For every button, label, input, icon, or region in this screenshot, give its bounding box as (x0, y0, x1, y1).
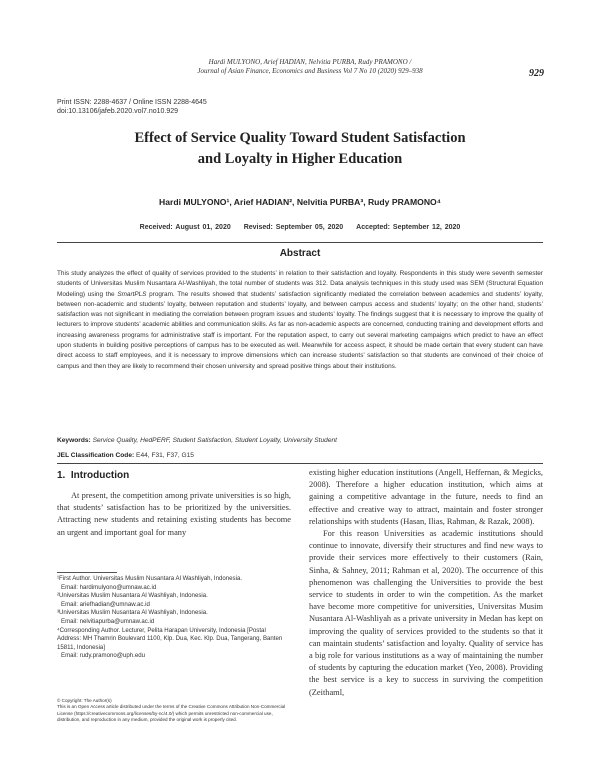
jel-codes: E44, F31, F37, G15 (136, 452, 194, 459)
running-head-authors: Hardi MULYONO, Arief HADIAN, Nelvitia PURBA, Rudy PRAMONO / (208, 58, 412, 66)
section-title: Introduction (70, 470, 130, 481)
abstract-heading: Abstract (279, 248, 321, 259)
footnote-email-2[interactable]: Email: ariefhadian@umnaw.ac.id (61, 600, 150, 608)
affiliation-footnotes (57, 575, 291, 661)
bottom-divider (57, 463, 543, 464)
paper-title-line-1: Effect of Service Quality Toward Student Satisfaction (134, 130, 466, 146)
abstract-text-1: This study analyzes the effect of quality of services provided to the students’ in relation to their satisfaction and loyalty. Respondents in this study were seventh semester students of Universitas Muslim Nusantara Al-Washliyah, the total number of students was 312. Data analysis techniques in this study used was SEM (Structural Equation Modeling) using the (57, 270, 543, 298)
footnote-affiliation-2: ²Universitas Muslim Nusantara Al Washliyah, Indonesia. (57, 592, 208, 600)
right-column (309, 467, 543, 699)
author-list: Hardi MULYONO¹, Arief HADIAN², Nelvitia PURBA³, Rudy PRAMONO⁴ (159, 197, 441, 207)
keywords-label: Keywords: (57, 437, 91, 444)
issn-block (57, 98, 207, 116)
copyright-notice (57, 698, 291, 723)
abstract-software-name: SmartPLS (117, 290, 147, 298)
keywords-text: Service Quality, HedPERF, Student Satisfaction, Student Loyalty, University Student (92, 437, 338, 444)
intro-paragraph-2: For this reason Universities as academic institutions should continue to innovate, diversify their structures and find new ways to provide their services more effectively to their customers (Rain, Sinha, & Sahney, 2011; Rahman et al, 2020). The occurrence of this phenomenon was challenging the Universities to provide the best service to students in order to win the competition. As the market have become more competitive for universities, Universitas Musim Nusantara Al-Washliyah as a private university in Medan has kept on improving the quality of services provided to the students so that it can maintain students’ satisfaction and loyalty. Quality of service has a big role for various institutions as a way of maintaining the number of students by capturing the education market (Yeo, 2008). Providing the best service is a key to success in surviving the competition (Zeithaml, (309, 529, 543, 697)
page-number: 929 (529, 68, 544, 79)
issn-line: Print ISSN: 2288-4637 / Online ISSN 2288-4645 (57, 99, 207, 106)
footnote-email-1[interactable]: Email: hardimulyono@umnaw.ac.id (61, 583, 157, 591)
keywords-line (57, 437, 543, 444)
footnote-affiliation-4: ⁴Corresponding Author. Lecturer, Pelita Harapan University, Indonesia [Postal Address: MH Thamrin Boulevard 1100, Klp. Dua, Kec. Klp. Dua, Tangerang, Banten 15811, Indonesia] (57, 626, 283, 651)
running-head-journal: Journal of Asian Finance, Economics and Business Vol 7 No 10 (2020) 929–938 (197, 67, 423, 75)
footnote-email-3[interactable]: Email: nelvitiapurba@umnaw.ac.id (61, 617, 155, 625)
accepted-date: Accepted: September 12, 2020 (356, 224, 461, 231)
intro-paragraph-1: At present, the competition among private universities is so high, that students’ satisfaction has to be prioritized by the universities. Attracting new students and retaining existing students has become an urgent and important goal for many (57, 491, 291, 537)
received-date: Received: August 01, 2020 (139, 224, 231, 231)
abstract-text-2: program. The results showed that students’ satisfaction significantly mediated the correlation between academics and students’ loyalty, between non-academic and students’ loyalty, between reputation and students’ loyalty, and between campus access and students’ loyalty; on the other hand, students’ satisfaction was not significant in mediating the correlation between program issues and students’ loyalty. The findings suggest that it is necessary to improve the quality of lecturers to improve students’ academic abilities and communication skills. As far as non-academic aspects are concerned, conducting training and development efforts and increasing awareness programs for administrative staff is important. For the reputation aspect, to carry out several marketing campaigns which predict to have an effect upon students in building positive perceptions of campus has to be executed as well. Meanwhile for access aspect, it should be made certain that every student can have direct access to staff employees, and it is necessary to improve dimensions which can increase students’ satisfaction so that students are convinced of their choice of campus and then they are likely to recommend their chosen university and spread positive things about their institutions. (57, 290, 543, 370)
license-text: This is an Open Access article distributed under the terms of the Creative Commons Attribution Non-Commercial License (https://creativecommons.org/licenses/by-nc/4.0/) which permits unrestricted non-commercial use, distribution, and reproduction in any medium, provided the original work is properly cited. (57, 704, 286, 722)
intro-paragraph-continued: existing higher education institutions (Angell, Heffernan, & Megicks, 2008). Therefore a higher education institution, which aims at gaining a competitive advantage in the future, needs to find an effective and creative way to attract, maintain and foster stronger relationships with students (Hasan, Ilias, Rahman, & Razak, 2008). (309, 468, 543, 526)
section-heading (57, 470, 129, 481)
left-column (57, 490, 291, 539)
footnote-divider (57, 572, 117, 573)
revised-date: Revised: September 05, 2020 (243, 224, 344, 231)
abstract-body (57, 269, 543, 372)
jel-line (57, 452, 543, 459)
paper-title-line-2: and Loyalty in Higher Education (197, 151, 403, 167)
doi-line[interactable]: doi:10.13106/jafeb.2020.vol7.no10.929 (57, 108, 179, 115)
jel-label: JEL Classification Code: (57, 452, 135, 459)
footnote-email-4[interactable]: Email: rudy.pramono@uph.edu (61, 652, 145, 660)
running-head (90, 58, 530, 76)
copyright-line: © Copyright: The Author(s) (57, 698, 112, 703)
top-divider (57, 242, 543, 243)
footnote-affiliation-3: ³Universitas Muslim Nusantara Al Washliyah, Indonesia. (57, 609, 208, 617)
submission-dates (60, 224, 540, 231)
paper-title (60, 128, 540, 170)
section-number: 1. (57, 470, 66, 481)
footnote-affiliation-1: ¹First Author. Universitas Muslim Nusantara Al Washliyah, Indonesia. (57, 575, 243, 582)
